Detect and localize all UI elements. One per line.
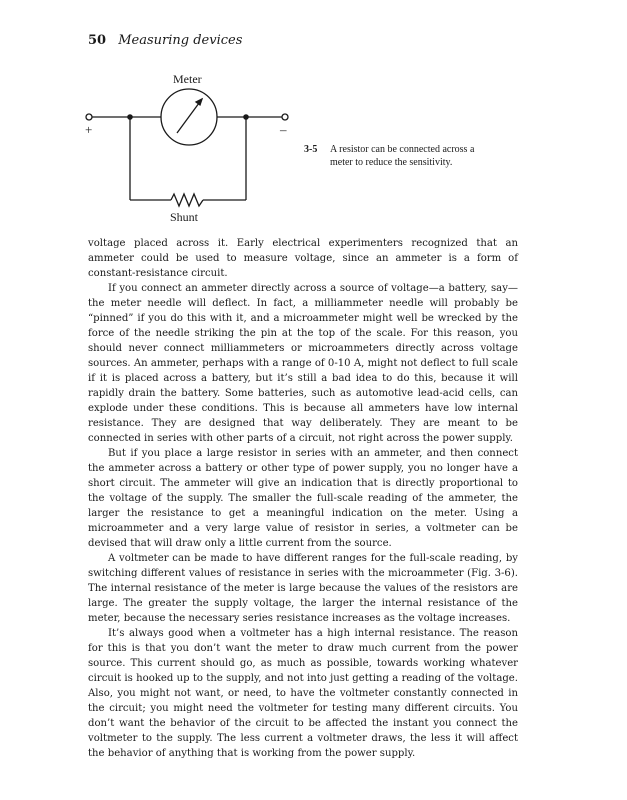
shunt-label: Shunt <box>170 210 199 224</box>
meter-label: Meter <box>173 72 202 86</box>
paragraph: If you connect an ammeter directly across a source of voltage—a battery, say—the meter needle will deflect. In fact, a milliammeter needle will probably be “pinned” if you do this with it, and a microammeter might well be wrecked by the force of the needle striking the pin at the top of the scale. For this reason, you should never connect milliammeters or microammeters directly across voltage sources. An ammeter, perhaps with a range of 0-10 A, might not deflect to full scale if it is placed across a battery, but it’s still a bad idea to do this, because it will rapidly drain the battery. Some batteries, such as automotive lead-acid cells, can explode under these conditions. This is because all ammeters have low internal resistance. They are designed that way deliberately. They are meant to be connected in series with other parts of a circuit, not right across the power supply. <box>88 283 518 444</box>
circuit-figure <box>78 66 308 230</box>
plus-sign: + <box>85 122 93 137</box>
paragraph: But if you place a large resistor in series with an ammeter, and then connect the ammeter across a battery or other type of power supply, you no longer have a short circuit. The ammeter will give an indication that is directly proportional to the voltage of the supply. The smaller the full-scale reading of the ammeter, the larger the resistance to get a meaningful indication on the meter. Using a microammeter and a very large value of resistor in series, a voltmeter can be devised that will draw only a little current from the source. <box>88 448 518 549</box>
needle-arrowhead <box>196 99 202 105</box>
shunt-resistor <box>171 194 203 206</box>
positive-terminal <box>86 114 92 120</box>
shunt-circuit-diagram <box>78 66 308 230</box>
negative-terminal <box>282 114 288 120</box>
paragraph: voltage placed across it. Early electrical experimenters recognized that an ammeter could be used to measure voltage, since an ammeter is a form of constant-resistance circuit. <box>88 238 518 279</box>
junction-left <box>127 114 133 120</box>
caption-text: A resistor can be connected across a meter to reduce the sensitivity. <box>330 144 475 168</box>
paragraph: It’s always good when a voltmeter has a high internal resistance. The reason for this is that you don’t want the meter to draw much current from the power source. This current should go, as much as possible, towards working whatever circuit is hooked up to the supply, and not into just getting a reading of the voltage. Also, you might not want, or need, to have the voltmeter constantly connected in the circuit; you might need the voltmeter for testing many different circuits. You don’t want the behavior of the circuit to be affected the instant you connect the voltmeter to the supply. The less current a voltmeter draws, the less it will affect the behavior of anything that is working from the power supply. <box>88 628 518 759</box>
page-number: 50 <box>88 33 107 48</box>
paragraph: A voltmeter can be made to have different ranges for the full-scale reading, by switching different values of resistance in series with the microammeter (Fig. 3-6). The internal resistance of the meter is large because the values of the resistors are large. The greater the supply voltage, the larger the internal resistance of the meter, because the necessary series resistance increases as the voltage increases. <box>88 553 518 624</box>
caption-number: 3-5 <box>304 144 318 155</box>
body-text <box>88 236 518 761</box>
junction-right <box>243 114 249 120</box>
minus-sign: – <box>280 122 287 137</box>
chapter-title: Measuring devices <box>118 33 243 48</box>
running-header <box>88 33 242 48</box>
